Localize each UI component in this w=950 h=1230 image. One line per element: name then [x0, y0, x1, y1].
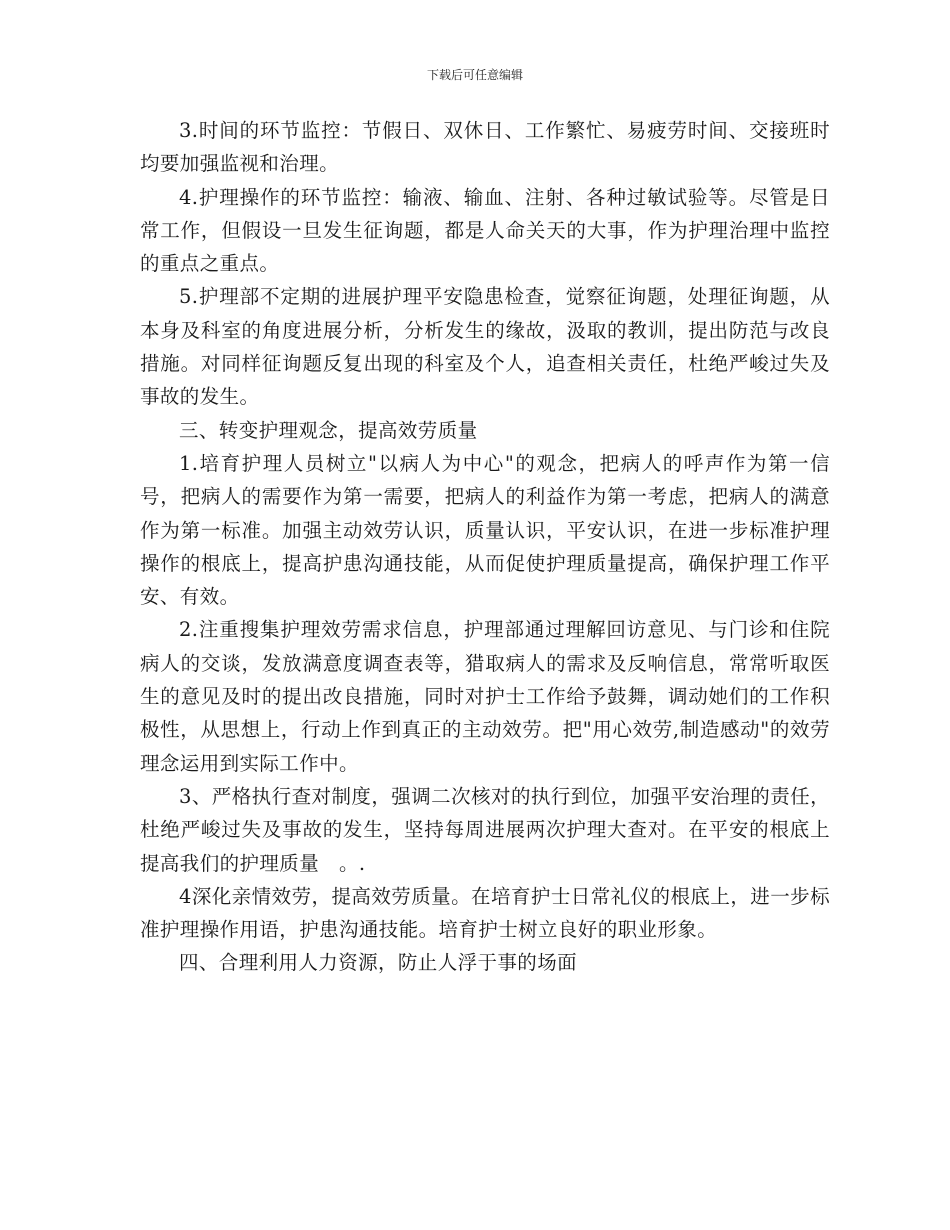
document-body [140, 114, 830, 980]
paragraph-time-monitoring: 3.时间的环节监控：节假日、双休日、工作繁忙、易疲劳时间、交接班时均要加强监视和治理。 [140, 119, 830, 176]
paragraph-verification-system: 3、严格执行查对制度，强调二次核对的执行到位，加强平安治理的责任，杜绝严峻过失及事故的发生，坚持每周进展两次护理大查对。在平安的根底上提高我们的护理质量 。. [140, 784, 830, 875]
section-heading-nursing-concept: 三、转变护理观念，提高效劳质量 [179, 418, 478, 442]
header-note: 下载后可任意编辑 [426, 68, 523, 82]
section-heading-human-resources: 四、合理利用人力资源，防止人浮于事的场面 [179, 951, 578, 975]
paragraph-safety-inspection: 5.护理部不定期的进展护理平安隐患检查，觉察征询题，处理征询题，从本身及科室的角度进展分析，分析发生的缘故，汲取的教训，提出防范与改良措施。对同样征询题反复出现的科室及个人，追查相关责任，杜绝严峻过失及事故的发生。 [140, 285, 830, 409]
paragraph-warm-service: 4深化亲情效劳，提高效劳质量。在培育护士日常礼仪的根底上，进一步标准护理操作用语，护患沟通技能。培育护士树立良好的职业形象。 [140, 884, 830, 942]
paragraph-operation-monitoring: 4.护理操作的环节监控：输液、输血、注射、各种过敏试验等。尽管是日常工作，但假设一旦发生征询题，都是人命关天的大事，作为护理治理中监控的重点之重点。 [140, 185, 830, 276]
paragraph-patient-centered: 1.培育护理人员树立"以病人为中心"的观念，把病人的呼声作为第一信号，把病人的需要作为第一需要，把病人的利益作为第一考虑，把病人的满意作为第一标准。加强主动效劳认识，质量认识，平安认识，在进一步标准护理操作的根底上，提高护患沟通技能，从而促使护理质量提高，确保护理工作平安、有效。 [140, 451, 830, 609]
paragraph-service-feedback: 2.注重搜集护理效劳需求信息，护理部通过理解回访意见、与门诊和住院病人的交谈，发放满意度调查表等，猎取病人的需求及反响信息，常常听取医生的意见及时的提出改良措施，同时对护士工作给予鼓舞，调动她们的工作积极性，从思想上，行动上作到真正的主动效劳。把"用心效劳,制造感动"的效劳理念运用到实际工作中。 [140, 618, 830, 775]
